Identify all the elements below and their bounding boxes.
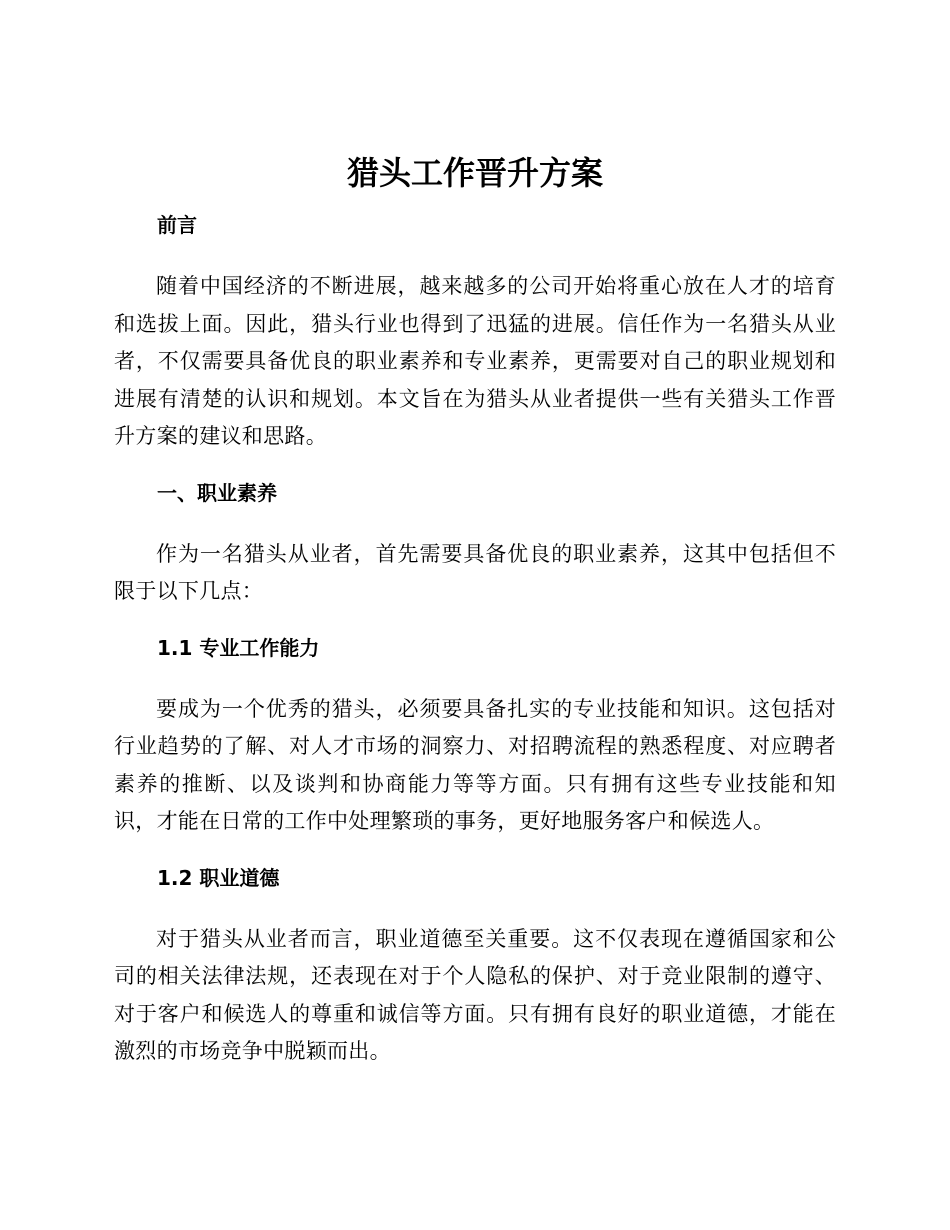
section-heading: 一、职业素养	[157, 480, 277, 505]
section-paragraph: 对于猎头从业者而言，职业道德至关重要。这不仅表现在遵循国家和公司的相关法律法规，还表现在对于个人隐私的保护、对于竞业限制的遵守、对于客户和候选人的尊重和诚信等方面。只有拥有良好的职业道德，才能在激烈的市场竞争中脱颖而出。	[114, 926, 836, 1063]
section-paragraph: 作为一名猎头从业者，首先需要具备优良的职业素养，这其中包括但不限于以下几点：	[114, 541, 836, 603]
section-professional-ethics	[114, 863, 836, 1071]
section-paragraph: 要成为一个优秀的猎头，必须要具备扎实的专业技能和知识。这包括对行业趋势的了解、对人才市场的洞察力、对招聘流程的熟悉程度、对应聘者素养的推断、以及谈判和协商能力等等方面。只有拥有这些专业技能和知识，才能在日常的工作中处理繁琐的事务，更好地服务客户和候选人。	[114, 696, 836, 833]
section-heading: 前言	[157, 213, 197, 237]
section-heading: 1.1 专业工作能力	[157, 635, 320, 660]
section-professional-ability	[114, 633, 836, 841]
section-preface	[114, 210, 836, 456]
document-title: 猎头工作晋升方案	[346, 154, 603, 192]
section-heading: 1.2 职业道德	[157, 865, 280, 890]
section-paragraph: 随着中国经济的不断进展，越来越多的公司开始将重心放在人才的培育和选拔上面。因此，猎头行业也得到了迅猛的进展。信任作为一名猎头从业者，不仅需要具备优良的职业素养和专业素养，更需要对自己的职业规划和进展有清楚的认识和规划。本文旨在为猎头从业者提供一些有关猎头工作晋升方案的建议和思路。	[114, 274, 836, 448]
section-professional-quality	[114, 478, 836, 611]
